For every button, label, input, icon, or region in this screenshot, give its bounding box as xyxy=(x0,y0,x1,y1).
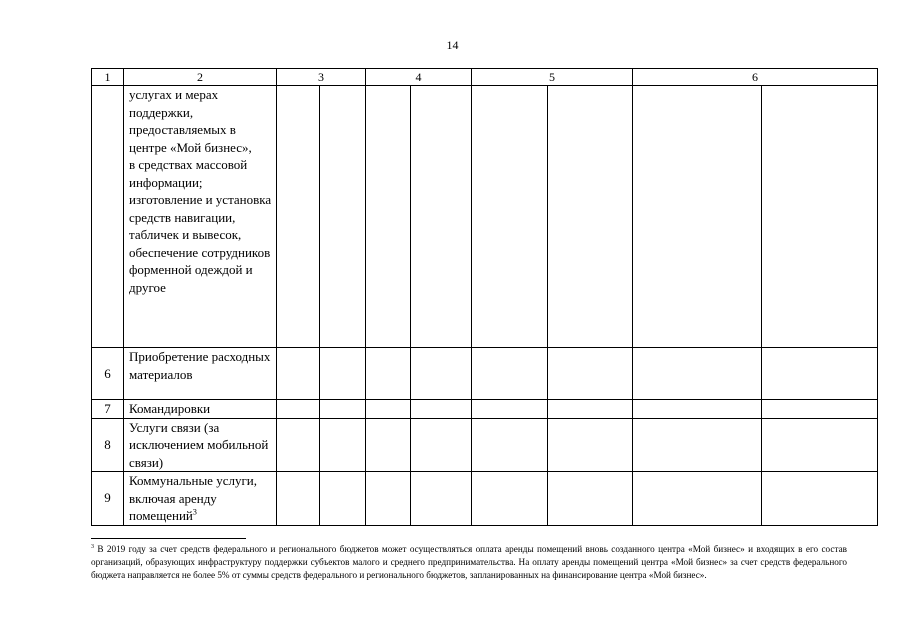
row-description-cell xyxy=(124,418,277,472)
table-row xyxy=(92,348,878,400)
row-number-cell: 6 xyxy=(92,348,124,400)
empty-value-cell xyxy=(411,348,472,400)
empty-value-cell xyxy=(320,472,366,526)
page-number: 14 xyxy=(446,38,459,52)
table-row xyxy=(92,472,878,526)
empty-value-cell xyxy=(762,400,878,419)
empty-value-cell xyxy=(411,418,472,472)
header-cell-3: 3 xyxy=(277,69,366,86)
row-description-text: Коммунальные услуги, включая аренду помещений xyxy=(129,473,257,523)
empty-value-cell xyxy=(633,400,762,419)
header-cell-5: 5 xyxy=(472,69,633,86)
header-cell-6: 6 xyxy=(633,69,878,86)
empty-value-cell xyxy=(277,86,320,348)
empty-value-cell xyxy=(548,472,633,526)
row-description-cell xyxy=(124,86,277,348)
empty-value-cell xyxy=(762,86,878,348)
row-description-cell xyxy=(124,348,277,400)
table-row xyxy=(92,86,878,348)
row-number-cell: 7 xyxy=(92,400,124,419)
row-description-text: услугах и мерах поддержки, предоставляемых в центре «Мой бизнес», в средствах массовой информации; изготовление и установка средств навигации, табличек и вывесок, обеспечение сотрудников форменной одеждой и другое xyxy=(129,87,272,295)
footnote xyxy=(91,543,847,582)
empty-value-cell xyxy=(277,418,320,472)
row-number-cell: 8 xyxy=(92,418,124,472)
empty-value-cell xyxy=(472,348,548,400)
empty-value-cell xyxy=(320,348,366,400)
empty-value-cell xyxy=(548,418,633,472)
footnote-reference: 3 xyxy=(192,507,197,517)
table-header-row xyxy=(92,69,878,86)
empty-value-cell xyxy=(277,400,320,419)
empty-value-cell xyxy=(366,348,411,400)
empty-value-cell xyxy=(472,472,548,526)
empty-value-cell xyxy=(548,348,633,400)
empty-value-cell xyxy=(633,472,762,526)
empty-value-cell xyxy=(411,86,472,348)
empty-value-cell xyxy=(633,86,762,348)
empty-value-cell xyxy=(320,418,366,472)
empty-value-cell xyxy=(366,86,411,348)
header-cell-2: 2 xyxy=(124,69,277,86)
empty-value-cell xyxy=(472,86,548,348)
row-description-text: Командировки xyxy=(129,401,211,416)
empty-value-cell xyxy=(320,400,366,419)
empty-value-cell xyxy=(762,418,878,472)
row-description-text: Услуги связи (за исключением мобильной связи) xyxy=(129,419,269,470)
row-number-cell: 9 xyxy=(92,472,124,526)
table-row xyxy=(92,400,878,419)
header-cell-1: 1 xyxy=(92,69,124,86)
footnote-separator xyxy=(91,538,246,539)
empty-value-cell xyxy=(472,418,548,472)
empty-value-cell xyxy=(762,348,878,400)
empty-value-cell xyxy=(320,86,366,348)
empty-value-cell xyxy=(366,400,411,419)
empty-value-cell xyxy=(277,472,320,526)
table-row xyxy=(92,418,878,472)
footnote-marker: 3 xyxy=(91,543,94,550)
row-description-cell xyxy=(124,472,277,526)
empty-value-cell xyxy=(366,418,411,472)
row-number-cell xyxy=(92,86,124,348)
empty-value-cell xyxy=(411,472,472,526)
empty-value-cell xyxy=(548,86,633,348)
row-description-cell xyxy=(124,400,277,419)
expense-table xyxy=(91,68,878,526)
empty-value-cell xyxy=(277,348,320,400)
header-cell-4: 4 xyxy=(366,69,472,86)
empty-value-cell xyxy=(472,400,548,419)
footnote-text: В 2019 году за счет средств федерального и регионального бюджетов может осуществляться оплата аренды помещений вновь созданного центра «Мой бизнес» и входящих в его состав организаций, образующих инфраструктуру поддержки субъектов малого и среднего предпринимательства. На оплату аренды помещений центра «Мой бизнес» за счет средств федерального бюджета направляется не более 5% от суммы средств федерального и регионального бюджетов, запланированных на финансирование центра «Мой бизнес». xyxy=(91,544,847,580)
empty-value-cell xyxy=(633,418,762,472)
empty-value-cell xyxy=(633,348,762,400)
row-description-text: Приобретение расходных материалов xyxy=(129,349,271,382)
empty-value-cell xyxy=(762,472,878,526)
empty-value-cell xyxy=(548,400,633,419)
empty-value-cell xyxy=(366,472,411,526)
empty-value-cell xyxy=(411,400,472,419)
